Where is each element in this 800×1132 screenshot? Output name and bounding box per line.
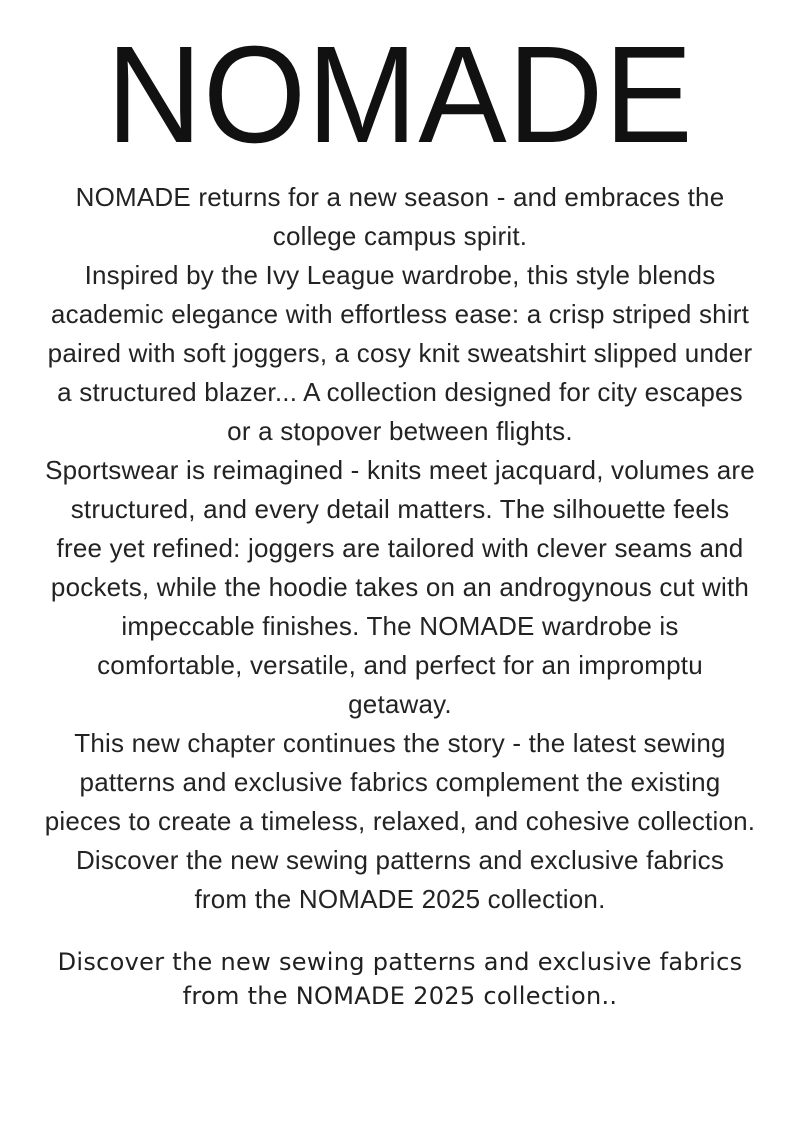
text-line: or a stopover between flights. (227, 416, 573, 446)
text-line: free yet refined: joggers are tailored with clever seams and (56, 533, 744, 563)
text-line: from the NOMADE 2025 collection.. (182, 982, 618, 1010)
cta-paragraph (0, 945, 800, 1013)
text-line: NOMADE returns for a new season - and embraces the (75, 182, 725, 212)
text-line: paired with soft joggers, a cosy knit sweatshirt slipped under (47, 338, 753, 368)
text-line: a structured blazer... A collection designed for city escapes (57, 377, 743, 407)
text-line: structured, and every detail matters. The silhouette feels (70, 494, 730, 524)
text-line: comfortable, versatile, and perfect for an impromptu (97, 650, 703, 680)
text-line: from the NOMADE 2025 collection. (194, 884, 606, 914)
text-line: academic elegance with effortless ease: a crisp striped shirt (50, 299, 750, 329)
text-line: Discover the new sewing patterns and exclusive fabrics (57, 948, 743, 976)
text-line: Inspired by the Ivy League wardrobe, this style blends (84, 260, 716, 290)
text-line: This new chapter continues the story - the latest sewing (74, 728, 726, 758)
intro-paragraph (0, 178, 800, 919)
text-line: impeccable finishes. The NOMADE wardrobe is (121, 611, 679, 641)
brand-logo-title: NOMADE (106, 18, 694, 172)
text-line: pockets, while the hoodie takes on an androgynous cut with (50, 572, 750, 602)
text-line: patterns and exclusive fabrics complement the existing (79, 767, 721, 797)
text-line: Discover the new sewing patterns and exclusive fabrics (75, 845, 725, 875)
text-line: college campus spirit. (272, 221, 528, 251)
text-line: pieces to create a timeless, relaxed, and cohesive collection. (44, 806, 756, 836)
text-line: getaway. (348, 689, 452, 719)
text-line: Sportswear is reimagined - knits meet jacquard, volumes are (45, 455, 755, 485)
